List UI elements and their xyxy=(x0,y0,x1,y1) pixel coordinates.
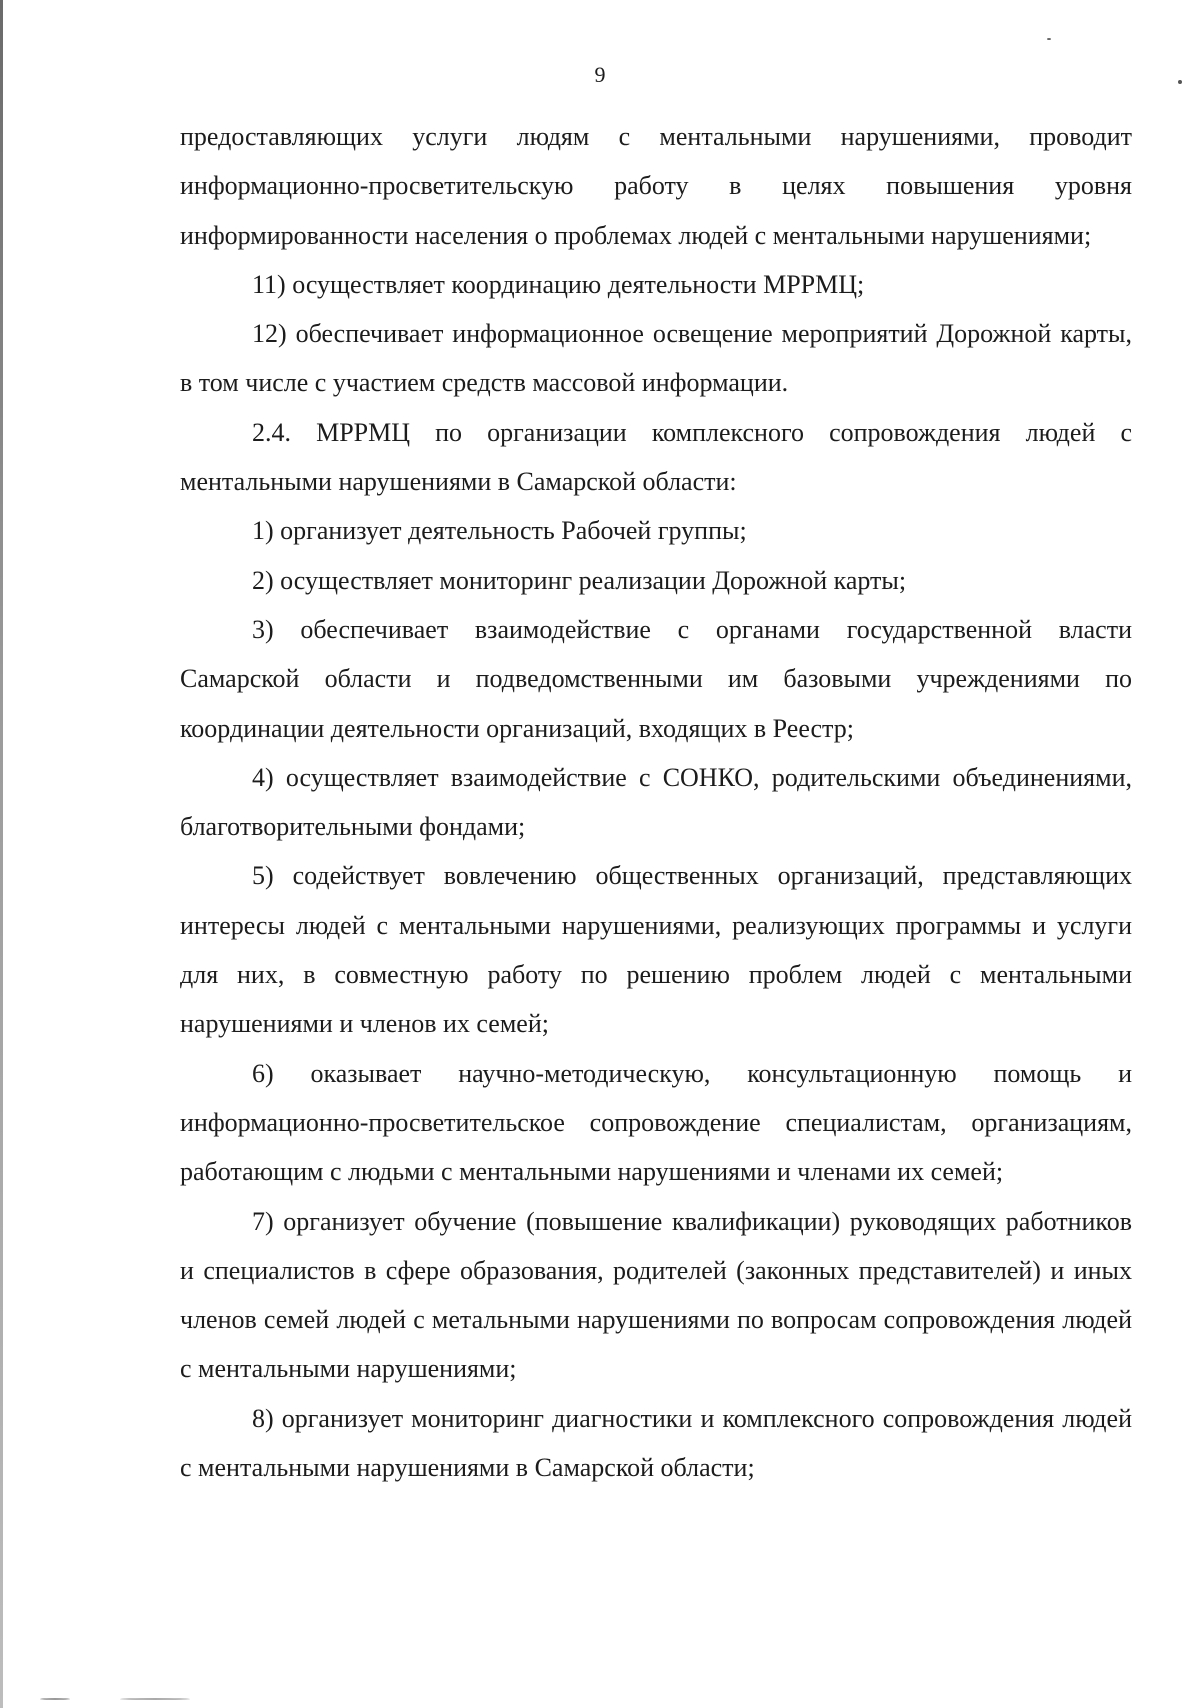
scan-speck xyxy=(120,1698,190,1700)
paragraph-item-8: 8) организует мониторинг диагностики и комплексного сопровождения людей с ментальными нарушениями в Самарской области; xyxy=(180,1403,1132,1483)
scan-speck xyxy=(1047,38,1051,40)
scan-edge xyxy=(0,0,3,1708)
paragraph-item-2: 2) осуществляет мониторинг реализации Дорожной карты; xyxy=(252,565,907,595)
page-number: 9 xyxy=(594,62,606,87)
paragraph-item-7: 7) организует обучение (повышение квалификации) руководящих работников и специалистов в сфере образования, родителей (законных представителей) и иных членов семей людей с метальными нарушениями по вопросам сопровождения людей с ментальными нарушениями; xyxy=(180,1206,1132,1384)
paragraph-section-2-4: 2.4. МРРМЦ по организации комплексного сопровождения людей с ментальными нарушениями в Самарской области: xyxy=(180,417,1132,497)
paragraph-item-11: 11) осуществляет координацию деятельности МРРМЦ; xyxy=(252,269,865,299)
paragraph-item-1: 1) организует деятельность Рабочей группы; xyxy=(252,516,747,546)
paragraph-item-6: 6) оказывает научно-методическую, консультационную помощь и информационно-просветительское сопровождение специалистам, организациям, работающим с людьми с ментальными нарушениями и членами их семей; xyxy=(180,1058,1132,1187)
scan-speck xyxy=(40,1698,70,1700)
paragraph-item-12: 12) обеспечивает информационное освещение мероприятий Дорожной карты, в том числе с участием средств массовой информации. xyxy=(180,319,1132,398)
paragraph-item-3: 3) обеспечивает взаимодействие с органами государственной власти Самарской области и подведомственными им базовыми учреждениями по координации деятельности организаций, входящих в Реестр; xyxy=(180,614,1132,743)
paragraph-item-4: 4) осуществляет взаимодействие с СОНКО, родительскими объединениями, благотворительными фондами; xyxy=(180,762,1132,842)
paragraph-continuation: предоставляющих услуги людям с ментальными нарушениями, проводит информационно-просветительскую работу в целях повышения уровня информированности населения о проблемах людей с ментальными нарушениями; xyxy=(180,122,1132,250)
paragraph-item-5: 5) содействует вовлечению общественных организаций, представляющих интересы людей с ментальными нарушениями, реализующих программы и услуги для них, в совместную работу по решению проблем людей с ментальными нарушениями и членов их семей; xyxy=(180,861,1132,1039)
document-body xyxy=(180,112,1132,1492)
